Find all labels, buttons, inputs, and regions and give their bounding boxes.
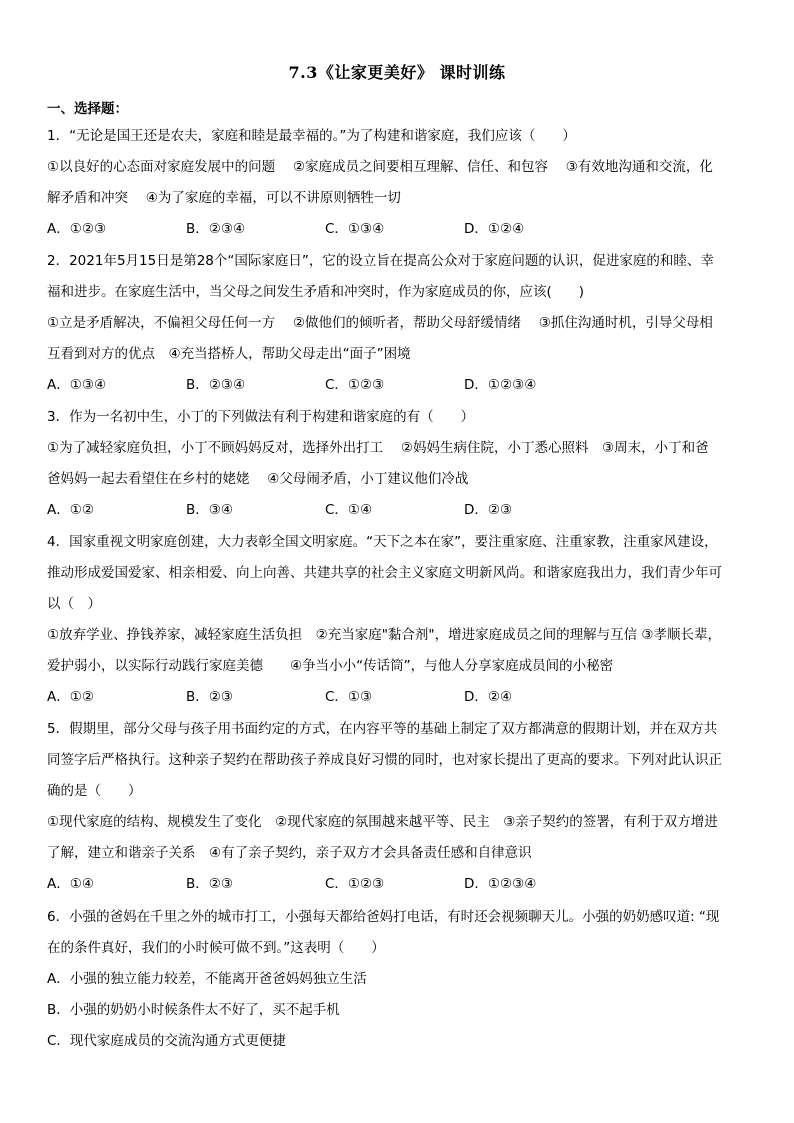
question-text-line: 以（ ） [47,596,101,612]
question-4 [47,527,747,713]
option-c: C．现代家庭成员的交流沟通方式更便捷 [47,1033,286,1049]
question-text-line: ①立是矛盾解决，不偏袒父母任何一方 ②做他们的倾听者，帮助父母舒缓情绪 ③抓住沟通时机，引导父母相 [47,315,713,331]
question-text-line: 6．小强的爸妈在千里之外的城市打工，小强每天都给爸妈打电话，有时还会视频聊天儿。小强的奶奶感叹道: “现 [47,909,720,925]
question-text-line: 确的是（ ） [47,783,142,799]
question-text-line: 在的条件真好，我们的小时候可做不到。”这表明（ ） [47,940,385,956]
option-d: D．①②③④ [464,876,537,892]
question-1 [47,121,747,245]
question-text-line: 互看到对方的优点 ④充当搭桥人，帮助父母走出“面子”困境 [47,346,411,362]
option-b: B．②③ [186,876,233,892]
option-b: B．②③ [186,689,233,705]
question-2 [47,246,747,401]
option-b: B．小强的奶奶小时候条件太不好了，买不起手机 [47,1002,340,1018]
answer-options [47,495,747,526]
question-text-line: 爸妈妈一起去看望住在乡村的姥姥 ④父母闹矛盾，小丁建议他们冷战 [47,471,469,487]
question-text-line: 福和进步。在家庭生活中，当父母之间发生矛盾和冲突时，作为家庭成员的你，应该( ) [47,284,585,300]
question-text-line: 2．2021年5月15日是第28个“国际家庭日”，它的设立旨在提高公众对于家庭问题的认识，促进家庭的和睦、幸 [47,253,714,269]
option-b: B．②③④ [186,377,246,393]
question-3 [47,402,747,526]
option-d: D．②③ [464,502,513,518]
answer-options [47,214,747,245]
answer-options [47,869,747,900]
option-a: A．①③④ [47,377,107,393]
answer-options [47,370,747,401]
page-title: 7.3《让家更美好》 课时训练 [288,63,506,82]
question-text-line: 解矛盾和冲突 ④为了家庭的幸福，可以不讲原则牺牲一切 [47,190,401,206]
question-5 [47,714,747,900]
question-text-line: ①现代家庭的结构、规模发生了变化 ②现代家庭的氛围越来越平等、民主 ③亲子契约的签署，有利于双方增进 [47,814,718,830]
question-text-line: 5．假期里，部分父母与孩子用书面约定的方式，在内容平等的基础上制定了双方都满意的假期计划，并在双方共 [47,721,718,737]
answer-options [47,682,747,713]
question-text-line: 3．作为一名初中生，小丁的下列做法有利于构建和谐家庭的有（ ） [47,409,475,425]
question-text-line: 爱护弱小，以实际行动践行家庭美德 ④争当小小“传话筒”，与他人分享家庭成员间的小秘密 [47,658,614,674]
question-text-line: 同签字后严格执行。这种亲子契约在帮助孩子养成良好习惯的同时，也对家长提出了更高的要求。下列对此认识正 [47,752,722,768]
option-c: C．①③ [325,689,373,705]
option-c: C．①③④ [325,221,385,237]
option-b: B．③④ [186,502,233,518]
option-a: A．①② [47,502,94,518]
option-d: D．②④ [464,689,513,705]
option-a: A．①② [47,689,94,705]
question-text-line: ①为了减轻家庭负担，小丁不顾妈妈反对，选择外出打工 ②妈妈生病住院，小丁悉心照料 ③周末，小丁和爸 [47,440,709,456]
question-text-line: 推动形成爱国爱家、相亲相爱、向上向善、共建共享的社会主义家庭文明新风尚。和谐家庭我出力，我们青少年可 [47,565,722,581]
section-heading: 一、选择题： [47,101,128,117]
option-c: C．①④ [325,502,373,518]
question-text-line: ①放弃学业、挣钱养家，减轻家庭生活负担 ②充当家庭"黏合剂"，增进家庭成员之间的理解与互信 ③孝顺长辈， [47,627,722,643]
option-c: C．①②③ [325,377,385,393]
option-c: C．①②③ [325,876,385,892]
question-text-line: 1．“无论是国王还是农夫，家庭和睦是最幸福的。”为了构建和谐家庭，我们应该（ ） [47,128,576,144]
option-a: A．①②③ [47,221,107,237]
question-text-line: 4．国家重视文明家庭创建，大力表彰全国文明家庭。“天下之本在家”，要注重家庭、注重家教，注重家风建设， [47,534,718,550]
option-a: A．①④ [47,876,94,892]
option-d: D．①②④ [464,221,525,237]
option-a: A．小强的独立能力较差，不能离开爸爸妈妈独立生活 [47,971,367,987]
question-text-line: ①以良好的心态面对家庭发展中的问题 ②家庭成员之间要相互理解、信任、和包容 ③有效地沟通和交流，化 [47,159,713,175]
question-6 [47,902,747,1057]
option-d: D．①②③④ [464,377,537,393]
option-b: B．②③④ [186,221,246,237]
question-text-line: 了解，建立和谐亲子关系 ④有了亲子契约，亲子双方才会具备责任感和自律意识 [47,845,532,861]
